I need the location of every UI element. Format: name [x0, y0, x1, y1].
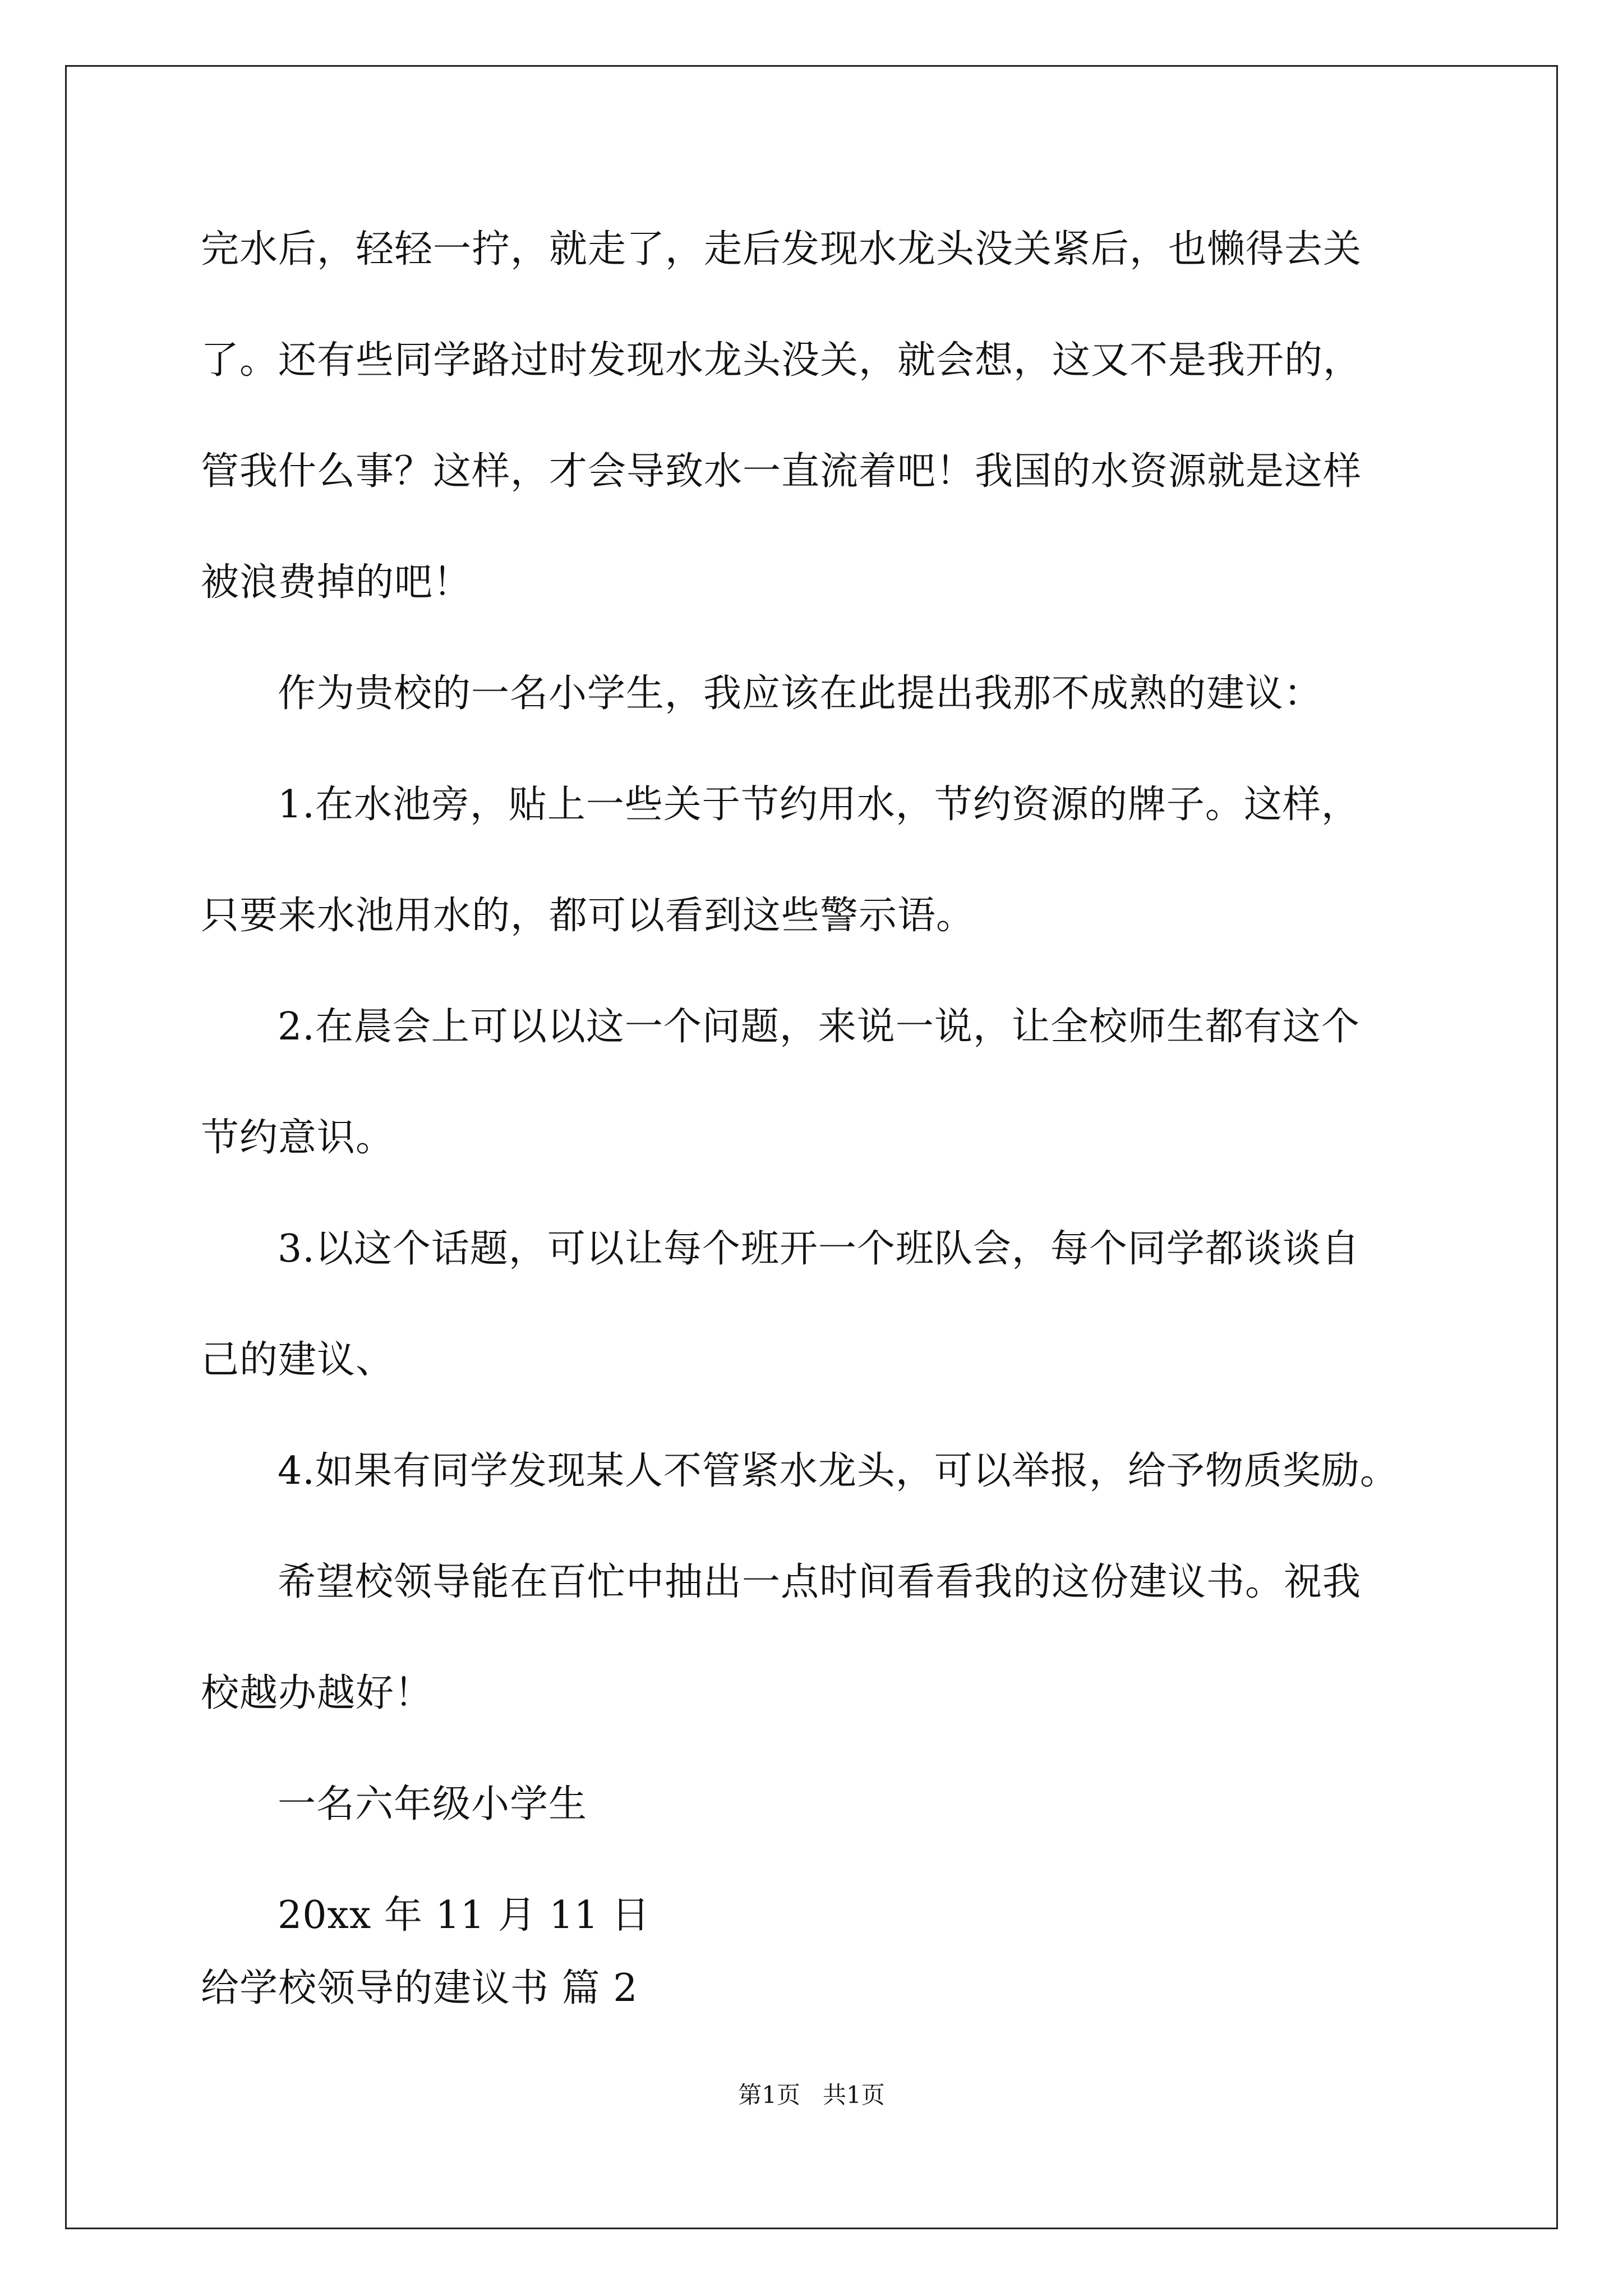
- paragraph-line: 节约意识。: [201, 1116, 395, 1160]
- list-item-1: 1.在水池旁，贴上一些关于节约用水，节约资源的牌子。这样，: [278, 783, 1360, 827]
- list-item-4: 4.如果有同学发现某人不管紧水龙头，可以举报，给予物质奖励。: [278, 1449, 1399, 1493]
- paragraph-line: 完水后，轻轻一拧，就走了，走后发现水龙头没关紧后，也懒得去关: [201, 227, 1362, 272]
- paragraph-line: 校越办越好！: [201, 1671, 434, 1715]
- paragraph-line: 了。还有些同学路过时发现水龙头没关，就会想，这又不是我开的，: [201, 338, 1362, 383]
- paragraph-line: 己的建议、: [201, 1338, 395, 1382]
- paragraph-line: 管我什么事？这样，才会导致水一直流着吧！我国的水资源就是这样: [201, 449, 1362, 494]
- paragraph-line: 希望校领导能在百忙中抽出一点时间看看我的这份建议书。祝我: [278, 1560, 1362, 1604]
- paragraph-line: 作为贵校的一名小学生，我应该在此提出我那不成熟的建议：: [278, 671, 1323, 716]
- page-footer: 第1页 共1页: [738, 2081, 885, 2109]
- date: 20xx 年 11 月 11 日: [278, 1893, 651, 1938]
- signature: 一名六年级小学生: [278, 1782, 588, 1826]
- paragraph-line: 被浪费掉的吧！: [201, 560, 472, 605]
- paragraph-line: 只要来水池用水的，都可以看到这些警示语。: [201, 894, 975, 938]
- list-item-3: 3.以这个话题，可以让每个班开一个班队会，每个同学都谈谈自: [278, 1227, 1360, 1271]
- section-heading: 给学校领导的建议书 篇 2: [201, 1966, 638, 2010]
- list-item-2: 2.在晨会上可以以这一个问题，来说一说，让全校师生都有这个: [278, 1005, 1360, 1049]
